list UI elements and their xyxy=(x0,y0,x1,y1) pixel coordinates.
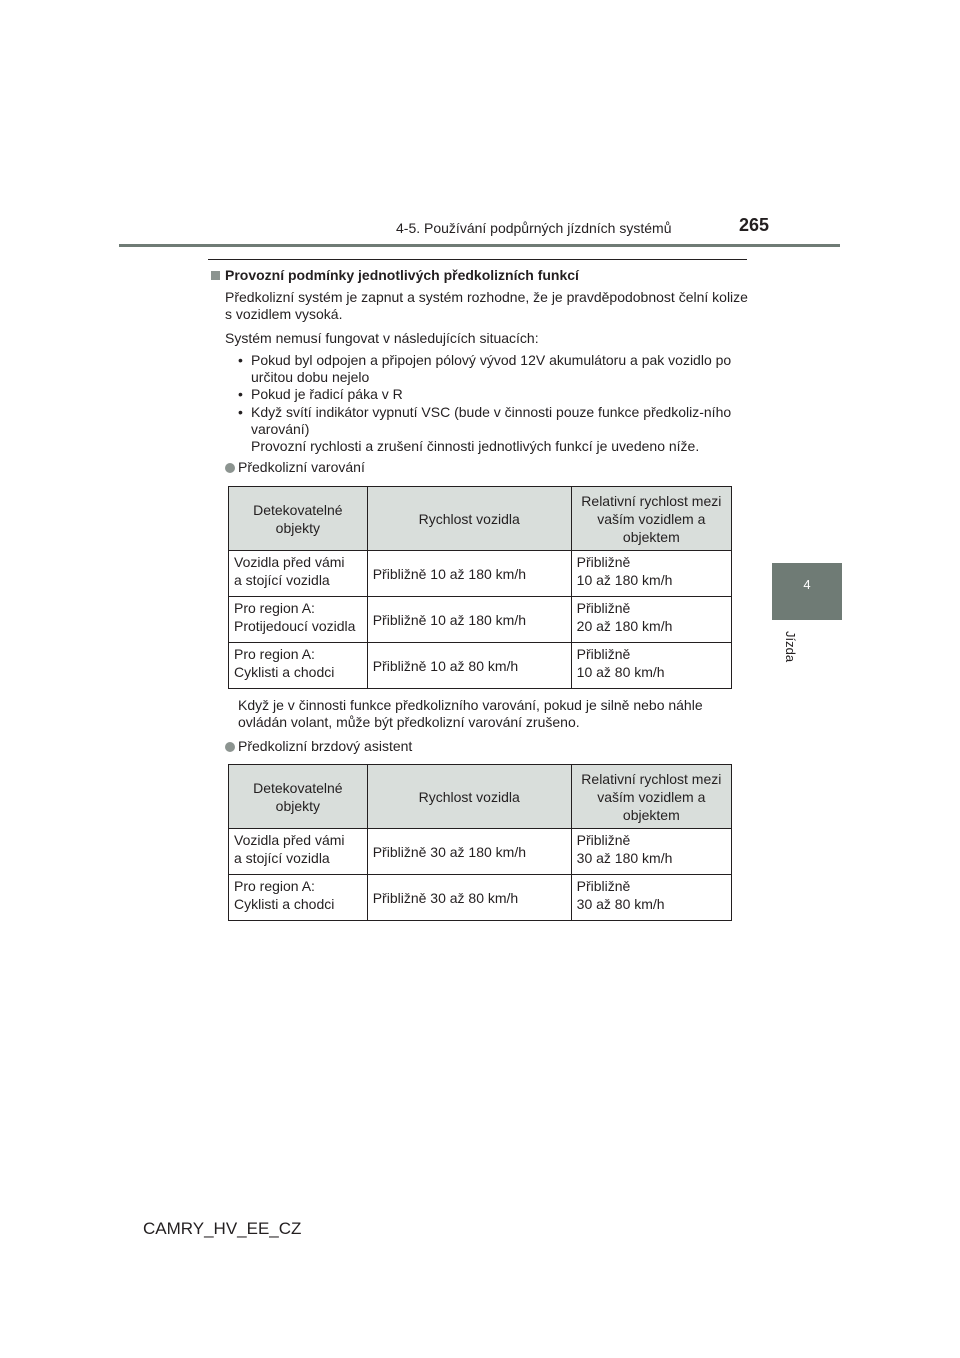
table-cell: Vozidla před vámi a stojící vozidla xyxy=(229,551,368,597)
chapter-tab-label: Jízda xyxy=(783,631,798,663)
table-row xyxy=(229,551,732,597)
list-note: Provozní rychlosti a zrušení činnosti jednotlivých funkcí je uvedeno níže. xyxy=(251,438,700,454)
table-cell: Přibližně 30 až 180 km/h xyxy=(571,829,731,875)
bullet-dot-icon: • xyxy=(238,352,243,368)
column-header: Detekovatelné objekty xyxy=(229,765,368,829)
table-cell: Přibližně 10 až 180 km/h xyxy=(367,597,571,643)
circle-bullet-icon xyxy=(225,463,235,473)
column-header: Rychlost vozidla xyxy=(367,487,571,551)
table-cell: Přibližně 10 až 180 km/h xyxy=(571,551,731,597)
list-item xyxy=(238,352,750,386)
table-row xyxy=(229,597,732,643)
column-header: Relativní rychlost mezi vaším vozidlem a objektem xyxy=(571,765,731,829)
table-cell: Vozidla před vámi a stojící vozidla xyxy=(229,829,368,875)
table-row xyxy=(229,875,732,921)
brake-assist-heading xyxy=(225,738,412,754)
section-heading-text: Provozní podmínky jednotlivých předkolizních funkcí xyxy=(225,267,579,283)
brake-assist-heading-text: Předkolizní brzdový asistent xyxy=(238,738,413,754)
chapter-tab xyxy=(772,563,842,620)
table-cell: Pro region A: Cyklisti a chodci xyxy=(229,875,368,921)
column-header: Detekovatelné objekty xyxy=(229,487,368,551)
list-item-text: Pokud byl odpojen a připojen pólový vývod 12V akumulátoru a pak vozidlo po určitou dobu nejelo xyxy=(251,352,732,385)
warning-table xyxy=(228,486,732,689)
table-header-row xyxy=(229,487,732,551)
table-cell: Přibližně 10 až 180 km/h xyxy=(367,551,571,597)
column-header: Relativní rychlost mezi vaším vozidlem a objektem xyxy=(571,487,731,551)
bullet-dot-icon: • xyxy=(238,404,243,420)
warning-note: Když je v činnosti funkce předkolizního varování, pokud je silně nebo náhle ovládán volant, může být předkolizní varování zrušeno. xyxy=(238,697,703,730)
table-cell: Přibližně 10 až 80 km/h xyxy=(571,643,731,689)
table-cell: Přibližně 10 až 80 km/h xyxy=(367,643,571,689)
header-rule xyxy=(119,244,840,247)
chapter-title: 4-5. Používání podpůrných jízdních systémů xyxy=(396,220,672,236)
table-cell: Pro region A: Protijedoucí vozidla xyxy=(229,597,368,643)
column-header: Rychlost vozidla xyxy=(367,765,571,829)
table-cell: Přibližně 30 až 80 km/h xyxy=(571,875,731,921)
conditions-intro: Systém nemusí fungovat v následujících situacích: xyxy=(225,330,539,346)
table-cell: Přibližně 30 až 180 km/h xyxy=(367,829,571,875)
bullet-dot-icon: • xyxy=(238,386,243,402)
circle-bullet-icon xyxy=(225,742,235,752)
warning-heading-text: Předkolizní varování xyxy=(238,459,365,475)
list-item xyxy=(238,404,750,455)
document-code: CAMRY_HV_EE_CZ xyxy=(143,1219,302,1238)
section-heading xyxy=(211,267,579,283)
square-bullet-icon xyxy=(211,271,220,280)
list-item-text: Když svítí indikátor vypnutí VSC (bude v činnosti pouze funkce předkoliz-ního varování) xyxy=(251,404,732,437)
list-item-text: Pokud je řadicí páka v R xyxy=(251,386,403,402)
table-header-row xyxy=(229,765,732,829)
warning-heading xyxy=(225,459,365,475)
table-cell: Pro region A: Cyklisti a chodci xyxy=(229,643,368,689)
list-item xyxy=(238,386,750,403)
page-number: 265 xyxy=(739,215,770,235)
table-row xyxy=(229,829,732,875)
section-divider xyxy=(208,259,747,260)
intro-paragraph: Předkolizní systém je zapnut a systém rozhodne, že je pravděpodobnost čelní kolize s vozidlem vysoká. xyxy=(225,289,748,322)
brake-assist-table xyxy=(228,764,732,921)
table-row xyxy=(229,643,732,689)
table-cell: Přibližně 20 až 180 km/h xyxy=(571,597,731,643)
table-cell: Přibližně 30 až 80 km/h xyxy=(367,875,571,921)
chapter-tab-number: 4 xyxy=(803,577,811,592)
